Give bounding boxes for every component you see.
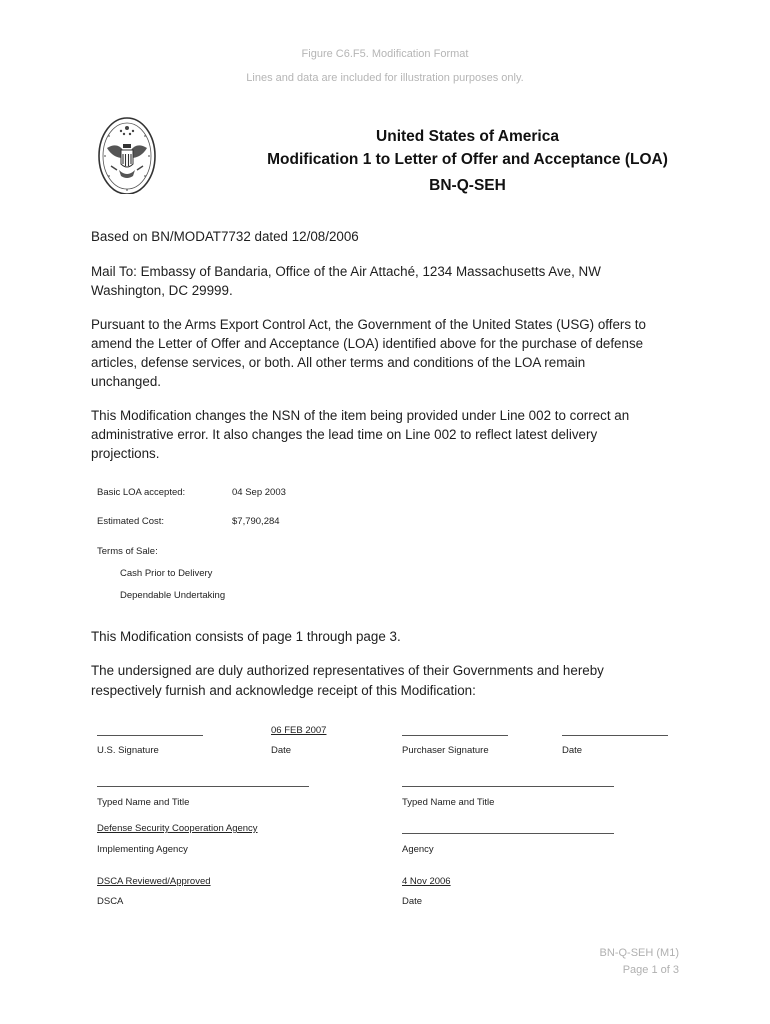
purchaser-typed-name-line: [402, 786, 614, 787]
case-id: BN-Q-SEH: [429, 177, 506, 194]
dsca-date-value: 4 Nov 2006: [402, 876, 451, 887]
title-modification: Modification 1 to Letter of Offer and Acceptance (LOA): [267, 151, 668, 168]
title-country: United States of America: [376, 128, 559, 145]
us-great-seal-icon: [97, 114, 157, 194]
implementing-agency-label: Implementing Agency: [97, 844, 188, 855]
figure-caption: Figure C6.F5. Modification Format: [301, 48, 469, 60]
footer-doc-ref: BN-Q-SEH (M1): [599, 947, 679, 959]
consists-statement: This Modification consists of page 1 through page 3.: [91, 629, 401, 644]
undersigned-line-1: The undersigned are duly authorized representatives of their Governments and hereby: [91, 663, 604, 678]
us-signature-line: [97, 735, 203, 736]
based-on: Based on BN/MODAT7732 dated 12/08/2006: [91, 229, 359, 244]
purchaser-signature-line: [402, 735, 508, 736]
change-line-2: administrative error. It also changes the lead time on Line 002 to reflect latest delivery: [91, 427, 598, 442]
estimated-cost-label: Estimated Cost:: [97, 516, 165, 527]
basic-loa-value: 04 Sep 2003: [232, 487, 286, 498]
purchaser-date-line: [562, 735, 668, 736]
change-line-1: This Modification changes the NSN of the item being provided under Line 002 to correct an: [91, 408, 630, 423]
estimated-cost-value: $7,790,284: [232, 516, 280, 527]
pursuant-line-4: unchanged.: [91, 374, 161, 389]
terms-of-sale-label: Terms of Sale:: [97, 546, 158, 557]
mail-to-line-2: Washington, DC 29999.: [91, 283, 233, 298]
footer-page-number: Page 1 of 3: [622, 964, 679, 976]
terms-item: Dependable Undertaking: [120, 590, 226, 601]
basic-loa-label: Basic LOA accepted:: [97, 487, 186, 498]
purchaser-typed-name-label: Typed Name and Title: [402, 797, 495, 808]
purchaser-signature-label: Purchaser Signature: [402, 745, 489, 756]
us-typed-name-label: Typed Name and Title: [97, 797, 190, 808]
dsca-date-label: Date: [402, 896, 423, 907]
change-line-3: projections.: [91, 446, 160, 461]
mail-to-line-1: Mail To: Embassy of Bandaria, Office of the Air Attaché, 1234 Massachusetts Ave, NW: [91, 264, 601, 279]
dsca-label: DSCA: [97, 896, 124, 907]
pursuant-line-3: articles, defense services, or both. All other terms and conditions of the LOA remain: [91, 355, 586, 370]
pursuant-line-1: Pursuant to the Arms Export Control Act, the Government of the United States (USG) offers to: [91, 317, 646, 332]
implementing-agency-value: Defense Security Cooperation Agency: [97, 823, 258, 834]
purchaser-agency-label: Agency: [402, 844, 434, 855]
us-signature-date-value: 06 FEB 2007: [271, 725, 327, 736]
undersigned-line-2: respectively furnish and acknowledge receipt of this Modification:: [91, 683, 476, 698]
purchaser-agency-line: [402, 833, 614, 834]
us-signature-label: U.S. Signature: [97, 745, 159, 756]
disclaimer: Lines and data are included for illustration purposes only.: [246, 72, 524, 84]
pursuant-line-2: amend the Letter of Offer and Acceptance (LOA) identified above for the purchase of defense: [91, 336, 644, 351]
purchaser-date-label: Date: [562, 745, 583, 756]
dsca-approval-value: DSCA Reviewed/Approved: [97, 876, 211, 887]
us-date-label: Date: [271, 745, 292, 756]
us-typed-name-line: [97, 786, 309, 787]
terms-item: Cash Prior to Delivery: [120, 568, 213, 579]
